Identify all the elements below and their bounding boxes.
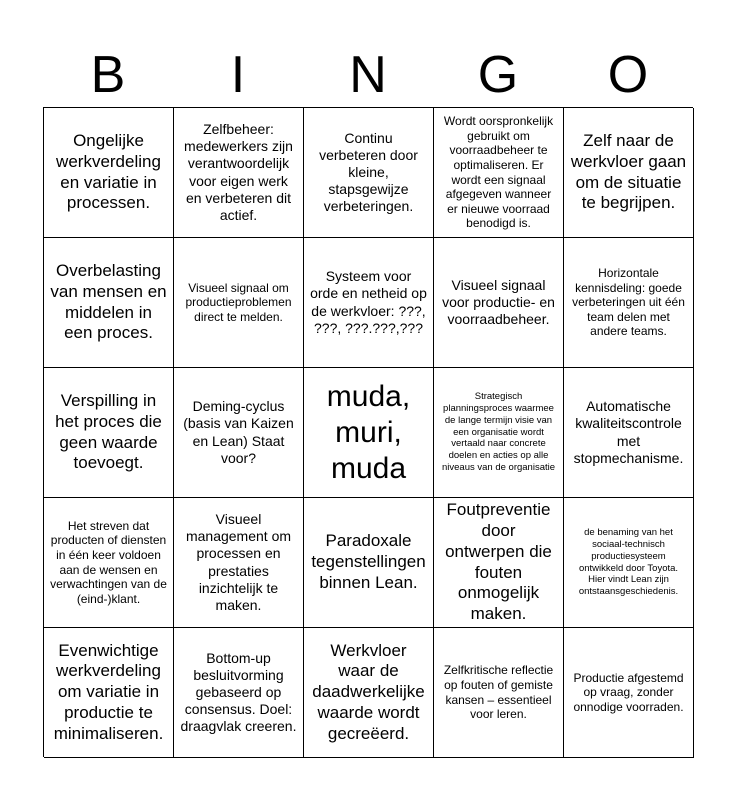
title-letter-g: G xyxy=(477,46,519,104)
bingo-cell: Evenwichtige werkverdeling om variatie in productie te minimaliseren. xyxy=(44,628,174,758)
bingo-cell: Strategisch planningsproces waarmee de lange termijn visie van een organisatie wordt vertaald naar concrete doelen en acties op alle niveaus van de organisatie xyxy=(434,368,564,498)
bingo-cell: Horizontale kennisdeling: goede verbeteringen uit één team delen met andere teams. xyxy=(564,238,694,368)
bingo-title xyxy=(43,40,693,110)
title-letter-n: N xyxy=(349,46,387,104)
bingo-cell: de benaming van het sociaal-technisch productiesysteem ontwikkeld door Toyota. Hier vindt Lean zijn ontstaansgeschiedenis. xyxy=(564,498,694,628)
bingo-cell: Foutpreventie door ontwerpen die fouten onmogelijk maken. xyxy=(434,498,564,628)
bingo-grid xyxy=(43,107,693,757)
free-space-cell: muda, muri, muda xyxy=(304,368,434,498)
title-letter-o: O xyxy=(607,46,649,104)
bingo-cell: Verspilling in het proces die geen waarde toevoegt. xyxy=(44,368,174,498)
bingo-cell: Visueel signaal voor productie- en voorraadbeheer. xyxy=(434,238,564,368)
bingo-cell: Visueel signaal om productieproblemen direct te melden. xyxy=(174,238,304,368)
bingo-cell: Werkvloer waar de daadwerkelijke waarde wordt gecreëerd. xyxy=(304,628,434,758)
bingo-cell: Visueel management om processen en prestaties inzichtelijk te maken. xyxy=(174,498,304,628)
bingo-cell: Zelfkritische reflectie op fouten of gemiste kansen – essentieel voor leren. xyxy=(434,628,564,758)
bingo-cell: Overbelasting van mensen en middelen in een proces. xyxy=(44,238,174,368)
bingo-cell: Productie afgestemd op vraag, zonder onnodige voorraden. xyxy=(564,628,694,758)
bingo-cell: Bottom-up besluitvorming gebaseerd op consensus. Doel: draagvlak creeren. xyxy=(174,628,304,758)
bingo-cell: Systeem voor orde en netheid op de werkvloer: ???, ???, ???.???,??? xyxy=(304,238,434,368)
bingo-cell: Ongelijke werkverdeling en variatie in processen. xyxy=(44,108,174,238)
title-letter-b: B xyxy=(90,46,126,104)
bingo-cell: Paradoxale tegenstellingen binnen Lean. xyxy=(304,498,434,628)
bingo-cell: Continu verbeteren door kleine, stapsgewijze verbeteringen. xyxy=(304,108,434,238)
bingo-cell: Wordt oorspronkelijk gebruikt om voorraadbeheer te optimaliseren. Er wordt een signaal afgegeven wanneer er nieuwe voorraad benodigd is. xyxy=(434,108,564,238)
bingo-cell: Het streven dat producten of diensten in één keer voldoen aan de wensen en verwachtingen van de (eind-)klant. xyxy=(44,498,174,628)
bingo-cell: Zelfbeheer: medewerkers zijn verantwoordelijk voor eigen werk en verbeteren dit actief. xyxy=(174,108,304,238)
title-letter-i: I xyxy=(230,46,246,104)
bingo-cell: Zelf naar de werkvloer gaan om de situatie te begrijpen. xyxy=(564,108,694,238)
bingo-cell: Deming-cyclus (basis van Kaizen en Lean) Staat voor? xyxy=(174,368,304,498)
bingo-cell: Automatische kwaliteitscontrole met stopmechanisme. xyxy=(564,368,694,498)
